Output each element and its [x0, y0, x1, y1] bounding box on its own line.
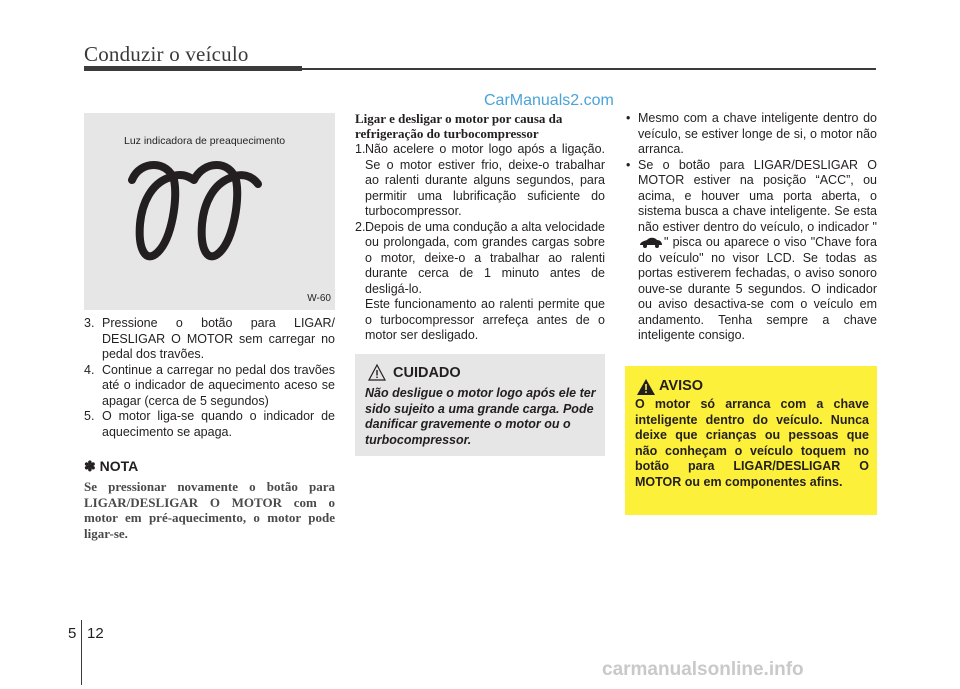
step-text: Depois de uma condução a alta velocidade ou prolongada, com grandes cargas sobre o motor, deixe-o a trabalhar ao ralenti durante cerca de 1 minuto antes de desligá-lo.	[365, 219, 605, 296]
header-rule-thick	[84, 66, 302, 71]
warning-text: O motor só arranca com a chave inteligente dentro do veículo. Nunca deixe que crianças ou pessoas que não conheçam o veículo toquem no botão para LIGAR/DESLIGAR O MOTOR ou em componentes afins.	[635, 397, 869, 489]
step-text: Não acelere o motor logo após a ligação. Se o motor estiver frio, deixe-o trabalhar ao ralenti durante alguns segundos, para permitir uma lubrificação suficiente do turbocompressor.	[365, 142, 605, 218]
step-number: 4.	[84, 362, 95, 377]
footer-watermark: carmanualsonline.info	[602, 659, 804, 680]
step-number: 3.	[84, 316, 95, 330]
header-rule-thin	[302, 68, 876, 70]
caution-title: CUIDADO	[393, 365, 461, 381]
list-item	[625, 111, 877, 158]
list-item	[84, 409, 335, 440]
glow-plug-coil-icon	[124, 158, 274, 268]
step-text: Continue a carregar no pedal dos travões até o indicador de aquecimento aceso se apagar (cerca de 5 segundos)	[102, 362, 335, 408]
bullet-icon: •	[626, 111, 631, 125]
caution-box	[355, 354, 605, 456]
list-item	[625, 158, 877, 344]
caution-text: Não desligue o motor logo após ele ter sido sujeito a uma grande carga. Pode danificar gravemente o motor ou o turbocompressor.	[365, 386, 596, 447]
key-car-indicator-icon	[638, 236, 664, 249]
caution-triangle-icon	[368, 364, 386, 382]
section-number: 5	[68, 625, 77, 642]
list-item	[84, 316, 335, 363]
list-item	[355, 220, 605, 298]
step-number: 2.	[355, 219, 366, 234]
page-divider	[81, 620, 82, 685]
note-text: Se pressionar novamente o botão para LIGAR/DESLIGAR O MOTOR com o motor em pré-aquecimento, o motor pode ligar-se.	[84, 479, 335, 541]
note-heading	[84, 458, 138, 475]
turbo-steps-list	[355, 142, 605, 344]
bullet-text: Mesmo com a chave inteligente dentro do veículo, se estiver longe de si, o motor não arranca.	[638, 111, 877, 156]
page-title: Conduzir o veículo	[84, 42, 249, 66]
bullet-icon: •	[626, 157, 631, 172]
smart-key-bullets	[625, 111, 877, 344]
step-text: Pressione o botão para LIGAR/ DESLIGAR O MOTOR sem carregar no pedal dos travões.	[102, 316, 335, 361]
note-symbol-icon: ✽	[84, 458, 96, 474]
watermark-link[interactable]: CarManuals2.com	[484, 92, 614, 109]
warning-triangle-icon	[636, 378, 656, 396]
list-item	[84, 363, 335, 410]
page-number: 12	[87, 625, 104, 642]
figure-caption: Luz indicadora de preaquecimento	[124, 135, 286, 147]
warning-box	[625, 366, 877, 515]
step-text: O motor liga-se quando o indicador de aquecimento se apaga.	[102, 409, 335, 439]
step-number: 5.	[84, 409, 95, 423]
list-item	[355, 142, 605, 220]
figure-code: W-60	[307, 293, 331, 304]
bullet-text-part: " pisca ou aparece o viso "Chave fora do veículo" no visor LCD. Se todas as portas estiverem fechadas, o aviso sonoro ouve-se durante 5 segundos. O indicador ou aviso desactiva-se com o veículo em andamento. Tenha sempre a chave inteligente consigo.	[638, 235, 877, 342]
steps-left-list	[84, 316, 335, 440]
preheat-indicator-figure	[84, 113, 335, 310]
step-number: 1.	[355, 142, 366, 156]
turbo-extra-text: Este funcionamento ao ralenti permite que o turbocompressor arrefeça antes de o motor ser desligado.	[365, 297, 605, 342]
warning-title: AVISO	[659, 378, 704, 394]
note-title: NOTA	[99, 458, 139, 474]
section-heading: Ligar e desligar o motor por causa da refrigeração do turbocompressor	[355, 111, 563, 141]
bullet-text-part: Se o botão para LIGAR/DESLIGAR O MOTOR estiver na posição “ACC”, ou acima, e houver uma porta aberta, o sistema busca a chave inteligente. Se esta não estiver dentro do veículo, o indicador "	[638, 157, 877, 234]
